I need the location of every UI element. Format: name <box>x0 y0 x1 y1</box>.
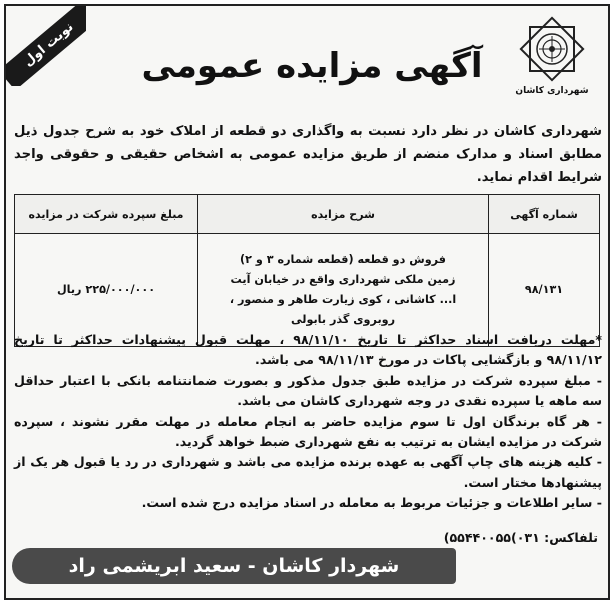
cell-deposit: ۲۲۵/۰۰۰/۰۰۰ ریال <box>15 234 198 347</box>
table-header-row <box>15 195 600 234</box>
header-number: شماره آگهی <box>489 195 600 234</box>
condition-item: - هر گاه برندگان اول تا سوم مزایده حاضر به انجام معامله در مهلت مقرر نشوند ، سپرده شرکت در مزایده ایشان به ترتیب به نفع شهرداری ضبط خواهد گردید. <box>14 413 602 450</box>
condition-item: - کلیه هزینه های چاپ آگهی به عهده برنده مزایده می باشد و شهرداری در رد یا قبول هر یک از پیشنهادها مختار است. <box>14 454 602 490</box>
condition-item: *مهلت دریافت اسناد حداکثر تا تاریخ ۹۸/۱۱/۱۰ ، مهلت قبول پیشنهادات حداکثر تا تاریخ ۹۸/۱۱/۱۲ و بازگشایی پاکات در مورخ ۹۸/۱۱/۱۳ می باشد. <box>14 332 602 368</box>
phone-fax: تلفاکس: ۰۳۱)۵۵۴۴۰۰۵۵) <box>443 530 598 545</box>
cell-description: فروش دو قطعه (قطعه شماره ۳ و ۲) زمین ملکی شهرداری واقع در خیابان آیت ا... کاشانی ، کوی زیارت طاهر و منصور ، روبروی گذر بابولی <box>198 234 489 347</box>
condition-item: - سایر اطلاعات و جزئیات مربوط به معامله در اسناد مزایده درج شده است. <box>141 495 602 511</box>
intro-paragraph: شهرداری کاشان در نظر دارد نسبت به واگذاری دو قطعه از املاک خود به شرح جدول ذیل مطابق اسناد و مدارک منضم از طریق مزایده عمومی به اشخاص حقیقی و حقوقی واجد شرایط اقدام نماید. <box>14 124 602 185</box>
badge-label: نوبت اول <box>6 6 86 86</box>
condition-item: - مبلغ سپرده شرکت در مزایده طبق جدول مذکور و بصورت ضمانتنامه بانکی با اعتبار حداقل سه ماهه یا سپرده نقدی در وجه شهرداری کاشان می باشد. <box>14 372 602 409</box>
municipality-logo <box>506 14 598 114</box>
auction-table <box>14 194 600 347</box>
page-title: آگهی مزایده عمومی <box>141 46 483 86</box>
cell-number: ۹۸/۱۳۱ <box>489 234 600 347</box>
logo-caption: شهرداری کاشان <box>515 86 589 96</box>
logo-emblem-icon <box>517 14 587 84</box>
header-deposit: مبلغ سپرده شرکت در مزایده <box>15 195 198 234</box>
conditions-text <box>14 330 602 514</box>
signature-banner: شهردار کاشان - سعید ابریشمی راد <box>12 548 456 584</box>
header-description: شرح مزایده <box>198 195 489 234</box>
corner-badge <box>6 6 86 86</box>
